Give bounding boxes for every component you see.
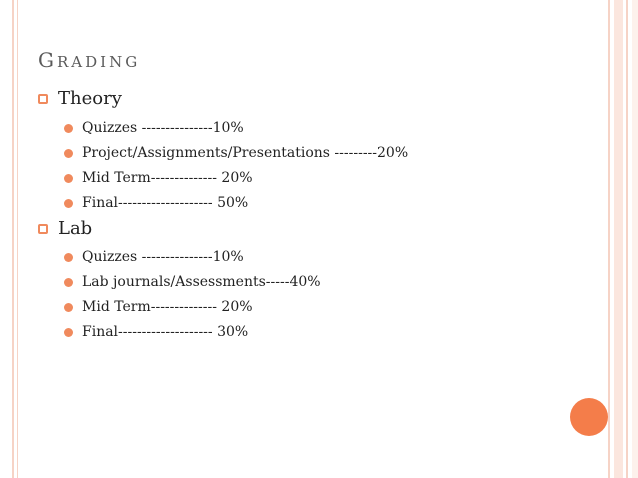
list-item [38, 295, 598, 320]
square-bullet-icon [38, 94, 48, 104]
list-item [38, 166, 598, 191]
list-item-text: Lab journals/Assessments-----40% [82, 274, 321, 290]
list-item [38, 141, 598, 166]
left-border-line [12, 0, 14, 478]
round-bullet-icon [64, 124, 73, 133]
right-border-band [614, 0, 623, 478]
round-bullet-icon [64, 149, 73, 158]
list-item-text: Mid Term-------------- 20% [82, 170, 253, 186]
slide-title [38, 48, 140, 72]
grading-list [38, 86, 598, 345]
round-bullet-icon [64, 199, 73, 208]
square-bullet-icon [38, 224, 48, 234]
title-rest: RADING [56, 53, 141, 71]
round-bullet-icon [64, 328, 73, 337]
list-item-text: Mid Term-------------- 20% [82, 299, 253, 315]
title-initial: G [38, 48, 57, 72]
list-item-text: Project/Assignments/Presentations ---------20% [82, 145, 409, 161]
section-heading-lab [38, 216, 598, 242]
list-item-text: Final-------------------- 50% [82, 195, 249, 211]
section-heading-label: Lab [58, 218, 93, 239]
right-border-band [626, 0, 628, 478]
list-item-text: Quizzes ---------------10% [82, 249, 244, 265]
list-item [38, 245, 598, 270]
list-item [38, 191, 598, 216]
list-item-text: Quizzes ---------------10% [82, 120, 244, 136]
right-border-band [608, 0, 610, 478]
section-heading-theory [38, 86, 598, 112]
decorative-circle [570, 398, 608, 436]
round-bullet-icon [64, 278, 73, 287]
list-item-text: Final-------------------- 30% [82, 324, 249, 340]
round-bullet-icon [64, 174, 73, 183]
list-item [38, 270, 598, 295]
list-item [38, 116, 598, 141]
section-heading-label: Theory [58, 88, 122, 109]
round-bullet-icon [64, 303, 73, 312]
list-item [38, 320, 598, 345]
right-border-band [632, 0, 638, 478]
round-bullet-icon [64, 253, 73, 262]
left-border-line [17, 0, 18, 478]
